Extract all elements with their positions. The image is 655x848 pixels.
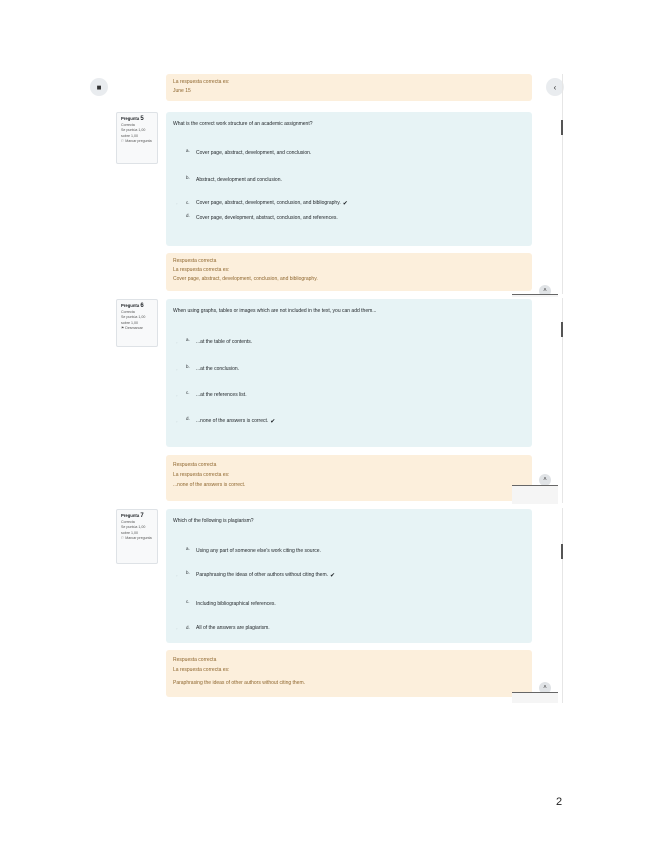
question-info-7 xyxy=(116,509,158,564)
question-box-7 xyxy=(166,509,532,643)
scrollbar[interactable] xyxy=(561,544,563,559)
thumbnail-preview xyxy=(512,294,558,297)
feedback-line: La respuesta correcta es: xyxy=(173,472,230,478)
scrollbar[interactable] xyxy=(561,120,563,135)
flag-icon: ⚐ xyxy=(121,139,125,144)
feedback-title: Respuesta correcta xyxy=(173,462,217,468)
previous-question-feedback xyxy=(166,74,532,101)
chevron-up-icon[interactable]: ˄ xyxy=(539,474,551,486)
question-number: Pregunta 7 xyxy=(121,513,144,519)
check-icon: ✔ xyxy=(342,201,348,207)
answer-option[interactable]: ◦ a. ...at the table of contents. xyxy=(176,337,253,345)
feedback-line: La respuesta correcta es: xyxy=(173,667,230,673)
feedback-line: La respuesta correcta es: xyxy=(173,267,230,273)
radio-button[interactable]: ◦ xyxy=(176,340,178,345)
question-box-6 xyxy=(166,299,532,447)
check-icon: ✔ xyxy=(330,573,336,579)
question-text: When using graphs, tables or images which are not included in the text, you can add them... xyxy=(173,308,377,314)
answer-option[interactable]: ◦ c. Cover page, abstract, development, conclusion, and bibliography. ✔ xyxy=(176,200,348,207)
unflag-question-link[interactable]: ⚑ Desmarcar xyxy=(121,326,143,331)
answer-option[interactable]: a. Using any part of someone else's work citing the source. xyxy=(186,546,321,554)
feedback-title: Respuesta correcta xyxy=(173,657,217,663)
flag-question-link[interactable]: ⚐ Marcar pregunta xyxy=(121,139,152,144)
check-icon: ✔ xyxy=(270,419,276,425)
flag-icon: ⚐ xyxy=(121,536,125,541)
chevron-up-icon[interactable]: ˄ xyxy=(539,682,551,694)
question-score: Se puntúa 1,00 sobre 1,00 xyxy=(121,525,146,535)
feedback-answer: Paraphrasing the ideas of other authors without citing them. xyxy=(173,680,306,686)
question-status: Correcta xyxy=(121,309,135,314)
feedback-line: La respuesta correcta es: xyxy=(173,79,230,85)
answer-option[interactable]: a. Cover page, abstract, development, and conclusion. xyxy=(186,148,312,156)
question-score: Se puntúa 1,00 sobre 1,00 xyxy=(121,315,146,325)
question-feedback-7 xyxy=(166,650,532,697)
chevron-left-icon[interactable]: ‹ xyxy=(546,78,564,96)
question-info-5 xyxy=(116,112,158,164)
question-text: Which of the following is plagiarism? xyxy=(173,518,254,524)
answer-option[interactable]: ◦ b. Paraphrasing the ideas of other authors without citing them. ✔ xyxy=(176,570,336,579)
answer-option[interactable]: ◦ d. ...none of the answers is correct. ✔ xyxy=(176,416,276,425)
thumbnail-preview xyxy=(512,692,558,703)
flag-icon: ⚑ xyxy=(121,326,125,331)
answer-option[interactable]: ◦ c. ...at the references list. xyxy=(176,390,247,398)
radio-button[interactable]: ◦ xyxy=(176,626,178,631)
page-number: 2 xyxy=(556,796,563,808)
answer-option[interactable]: b. Abstract, development and conclusion. xyxy=(186,175,282,183)
question-feedback-6 xyxy=(166,455,532,501)
thumbnail-preview xyxy=(512,485,558,504)
scrollbar[interactable] xyxy=(561,322,563,337)
question-info-6 xyxy=(116,299,158,347)
answer-option[interactable]: ◦ b. ...at the conclusion. xyxy=(176,364,240,372)
question-score: Se puntúa 1,00 sobre 1,00 xyxy=(121,128,146,138)
question-number: Pregunta 5 xyxy=(121,116,144,122)
feedback-answer: Cover page, abstract, development, conclusion, and bibliography. xyxy=(173,276,318,282)
question-feedback-5 xyxy=(166,253,532,291)
flag-question-link[interactable]: ⚐ Marcar pregunta xyxy=(121,536,152,541)
feedback-title: Respuesta correcta xyxy=(173,258,217,264)
radio-button[interactable]: ◦ xyxy=(176,393,178,398)
answer-option[interactable]: d. Cover page, development, abstract, conclusion, and references. xyxy=(186,213,338,221)
radio-button[interactable]: ◦ xyxy=(176,201,178,206)
question-text: What is the correct work structure of an academic assignment? xyxy=(173,121,313,127)
feedback-answer: ...none of the answers is correct. xyxy=(173,482,246,488)
feedback-answer: June 15 xyxy=(173,88,191,94)
radio-button[interactable]: ◦ xyxy=(176,367,178,372)
answer-option[interactable]: ◦ d. All of the answers are plagiarism. xyxy=(176,625,270,631)
radio-button[interactable]: ◦ xyxy=(176,573,178,578)
chevron-up-icon[interactable]: ˄ xyxy=(539,285,551,297)
answer-option[interactable]: c. Including bibliographical references. xyxy=(186,599,276,607)
question-box-5 xyxy=(166,112,532,246)
question-status: Correcta xyxy=(121,519,135,524)
question-status: Correcta xyxy=(121,122,135,127)
drawer-icon[interactable]: ■ xyxy=(90,78,108,96)
question-number: Pregunta 6 xyxy=(121,303,144,309)
radio-button[interactable]: ◦ xyxy=(176,419,178,424)
